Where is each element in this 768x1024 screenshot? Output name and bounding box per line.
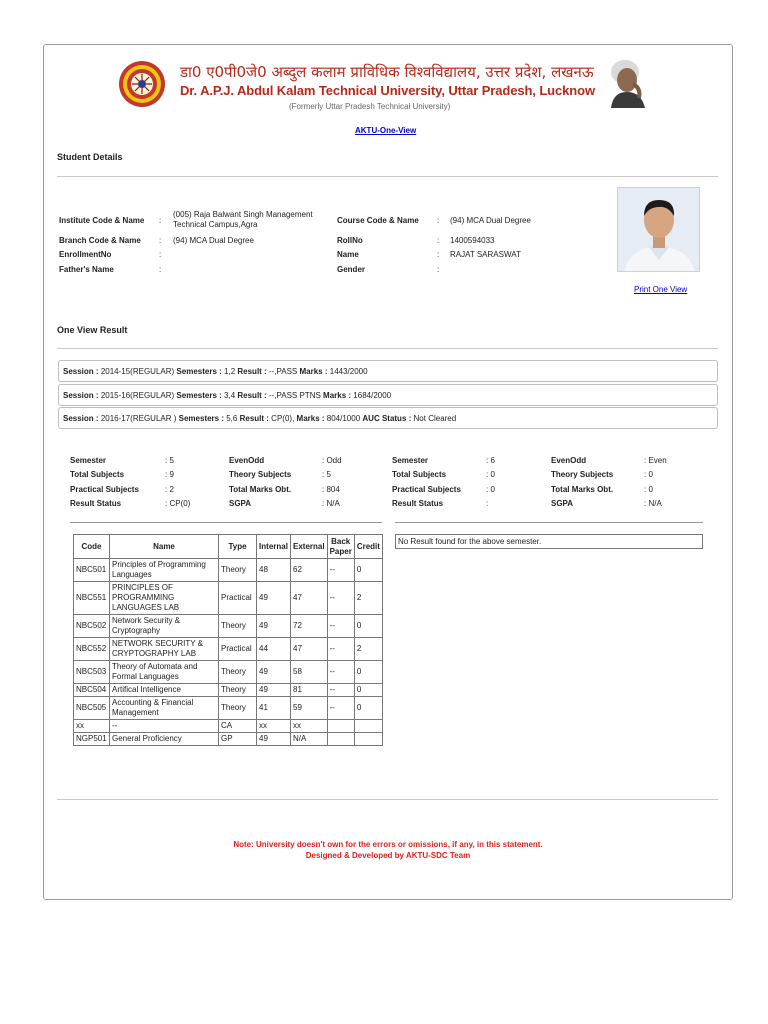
cell-name: General Proficiency	[110, 733, 219, 746]
cell-credit: 0	[354, 559, 382, 582]
no-result-message: No Result found for the above semester.	[395, 534, 703, 549]
cell-type: GP	[219, 733, 257, 746]
colon: :	[159, 236, 162, 245]
cell-back-paper: --	[327, 697, 354, 720]
institute-value: (005) Raja Balwant Singh Management Technical Campus,Agra	[173, 210, 313, 229]
table-row	[74, 661, 383, 684]
result-status-value: : CP(0)	[165, 499, 191, 508]
cell-credit: 0	[354, 684, 382, 697]
cell-internal: 49	[257, 684, 291, 697]
cell-credit: 0	[354, 697, 382, 720]
semester-value: : 6	[486, 456, 495, 465]
colon: :	[437, 250, 440, 259]
cell-internal: 49	[257, 661, 291, 684]
cell-name: NETWORK SECURITY & CRYPTOGRAPHY LAB	[110, 638, 219, 661]
semester-label: Semester	[70, 456, 107, 465]
table-row	[74, 733, 383, 746]
name-value: RAJAT SARASWAT	[450, 250, 521, 259]
branch-value: (94) MCA Dual Degree	[173, 236, 254, 245]
cell-code: NBC501	[74, 559, 110, 582]
sgpa-label: SGPA	[229, 499, 252, 508]
semester-value: : 5	[165, 456, 174, 465]
cell-external: 47	[291, 582, 328, 615]
colon: :	[437, 265, 440, 274]
gender-label: Gender	[337, 265, 366, 274]
student-details-title: Student Details	[57, 152, 123, 162]
header-credit: Credit	[354, 535, 382, 559]
university-name-english: Dr. A.P.J. Abdul Kalam Technical University, Uttar Pradesh, Lucknow	[180, 83, 595, 98]
father-name-label: Father's Name	[59, 265, 114, 274]
cell-external: 62	[291, 559, 328, 582]
colon: :	[437, 216, 440, 225]
header-code: Code	[74, 535, 110, 559]
theory-subjects-label: Theory Subjects	[229, 470, 292, 479]
cell-internal: 41	[257, 697, 291, 720]
table-header-row	[74, 535, 383, 559]
total-subjects-value: : 9	[165, 470, 174, 479]
evenodd-value: : Odd	[322, 456, 342, 465]
cell-type: Theory	[219, 684, 257, 697]
header-external: External	[291, 535, 328, 559]
cell-back-paper	[327, 720, 354, 733]
cell-code: NGP501	[74, 733, 110, 746]
cell-external: 72	[291, 615, 328, 638]
cell-code: NBC505	[74, 697, 110, 720]
cell-name: Principles of Programming Languages	[110, 559, 219, 582]
practical-subjects-value: : 0	[486, 485, 495, 494]
table-row	[74, 697, 383, 720]
enrollment-label: EnrollmentNo	[59, 250, 112, 259]
cell-internal: 48	[257, 559, 291, 582]
cell-internal: 49	[257, 615, 291, 638]
cell-type: Theory	[219, 559, 257, 582]
total-marks-value: : 0	[644, 485, 653, 494]
session-row[interactable]: Session : 2014-15(REGULAR) Semesters : 1,2 Result : --,PASS Marks : 1443/2000	[58, 360, 718, 382]
total-subjects-value: : 0	[486, 470, 495, 479]
result-card	[43, 44, 733, 900]
cell-type: Practical	[219, 582, 257, 615]
disclaimer-note: Note: University doesn't own for the errors or omissions, if any, in this statement.	[233, 840, 543, 849]
table-row	[74, 684, 383, 697]
cell-internal: 49	[257, 582, 291, 615]
theory-subjects-label: Theory Subjects	[551, 470, 614, 479]
divider	[395, 522, 703, 523]
table-row	[74, 638, 383, 661]
cell-internal: xx	[257, 720, 291, 733]
result-status-label: Result Status	[70, 499, 122, 508]
cell-name: Theory of Automata and Formal Languages	[110, 661, 219, 684]
course-value: (94) MCA Dual Degree	[450, 216, 531, 225]
theory-subjects-value: : 0	[644, 470, 653, 479]
marks-table-body	[74, 559, 383, 746]
cell-type: Theory	[219, 661, 257, 684]
total-marks-value: : 804	[322, 485, 340, 494]
cell-code: NBC504	[74, 684, 110, 697]
practical-subjects-label: Practical Subjects	[70, 485, 139, 494]
semester-label: Semester	[392, 456, 429, 465]
colon: :	[159, 265, 162, 274]
cell-external: 47	[291, 638, 328, 661]
cell-back-paper: --	[327, 638, 354, 661]
cell-type: CA	[219, 720, 257, 733]
student-photo	[617, 187, 700, 272]
sgpa-value: : N/A	[322, 499, 340, 508]
cell-code: NBC552	[74, 638, 110, 661]
colon: :	[437, 236, 440, 245]
table-row	[74, 720, 383, 733]
header-name: Name	[110, 535, 219, 559]
divider	[57, 348, 718, 349]
university-logo	[118, 60, 166, 108]
total-marks-label: Total Marks Obt.	[229, 485, 292, 494]
cell-credit: 0	[354, 661, 382, 684]
aktu-one-view-link[interactable]: AKTU-One-View	[355, 126, 417, 135]
session-row[interactable]: Session : 2015-16(REGULAR) Semesters : 3,4 Result : --,PASS PTNS Marks : 1684/2000	[58, 384, 718, 406]
rollno-value: 1400594033	[450, 236, 495, 245]
cell-back-paper: --	[327, 684, 354, 697]
header-internal: Internal	[257, 535, 291, 559]
cell-back-paper: --	[327, 615, 354, 638]
table-row	[74, 559, 383, 582]
one-view-result-title: One View Result	[57, 325, 128, 335]
cell-name: --	[110, 720, 219, 733]
cell-code: NBC502	[74, 615, 110, 638]
name-label: Name	[337, 250, 359, 259]
kalam-portrait	[603, 54, 651, 108]
table-row	[74, 582, 383, 615]
cell-type: Theory	[219, 615, 257, 638]
total-marks-label: Total Marks Obt.	[551, 485, 614, 494]
evenodd-label: EvenOdd	[551, 456, 587, 465]
designed-by-note: Designed & Developed by AKTU-SDC Team	[305, 851, 471, 860]
cell-external: xx	[291, 720, 328, 733]
sgpa-value: : N/A	[644, 499, 662, 508]
institute-label: Institute Code & Name	[59, 216, 145, 225]
colon: :	[159, 250, 162, 259]
course-label: Course Code & Name	[337, 216, 419, 225]
cell-name: Accounting & Financial Management	[110, 697, 219, 720]
cell-internal: 44	[257, 638, 291, 661]
result-status-value: :	[486, 499, 489, 508]
cell-code: xx	[74, 720, 110, 733]
evenodd-value: : Even	[644, 456, 667, 465]
table-row	[74, 615, 383, 638]
cell-type: Practical	[219, 638, 257, 661]
divider	[57, 176, 718, 177]
cell-back-paper: --	[327, 559, 354, 582]
session-row-expanded[interactable]: Session : 2016-17(REGULAR ) Semesters : 5,6 Result : CP(0), Marks : 804/1000 AUC Status : Not Cleared	[58, 407, 718, 429]
result-status-label: Result Status	[392, 499, 444, 508]
cell-internal: 49	[257, 733, 291, 746]
theory-subjects-value: : 5	[322, 470, 331, 479]
cell-back-paper: --	[327, 661, 354, 684]
evenodd-label: EvenOdd	[229, 456, 265, 465]
cell-external: 81	[291, 684, 328, 697]
total-subjects-label: Total Subjects	[70, 470, 125, 479]
branch-label: Branch Code & Name	[59, 236, 141, 245]
practical-subjects-label: Practical Subjects	[392, 485, 461, 494]
divider	[70, 522, 382, 523]
cell-back-paper: --	[327, 582, 354, 615]
cell-name: Artifical Intelligence	[110, 684, 219, 697]
cell-credit: 2	[354, 582, 382, 615]
rollno-label: RollNo	[337, 236, 363, 245]
header-type: Type	[219, 535, 257, 559]
university-former-name: (Formerly Uttar Pradesh Technical University)	[289, 102, 451, 111]
divider	[57, 799, 718, 800]
colon: :	[159, 216, 162, 225]
marks-table	[73, 534, 383, 746]
cell-name: PRINCIPLES OF PROGRAMMING LANGUAGES LAB	[110, 582, 219, 615]
cell-credit: 0	[354, 615, 382, 638]
sgpa-label: SGPA	[551, 499, 574, 508]
cell-credit	[354, 733, 382, 746]
print-one-view-link[interactable]: Print One View	[634, 285, 688, 294]
cell-name: Network Security & Cryptography	[110, 615, 219, 638]
cell-credit	[354, 720, 382, 733]
cell-credit: 2	[354, 638, 382, 661]
cell-type: Theory	[219, 697, 257, 720]
cell-back-paper	[327, 733, 354, 746]
university-name-hindi: डा0 ए0पी0जे0 अब्दुल कलाम प्राविधिक विश्वविद्यालय, उत्तर प्रदेश, लखनऊ	[180, 63, 594, 81]
cell-external: 58	[291, 661, 328, 684]
cell-external: N/A	[291, 733, 328, 746]
total-subjects-label: Total Subjects	[392, 470, 447, 479]
cell-code: NBC503	[74, 661, 110, 684]
header-back-paper: Back Paper	[327, 535, 354, 559]
cell-code: NBC551	[74, 582, 110, 615]
practical-subjects-value: : 2	[165, 485, 174, 494]
cell-external: 59	[291, 697, 328, 720]
